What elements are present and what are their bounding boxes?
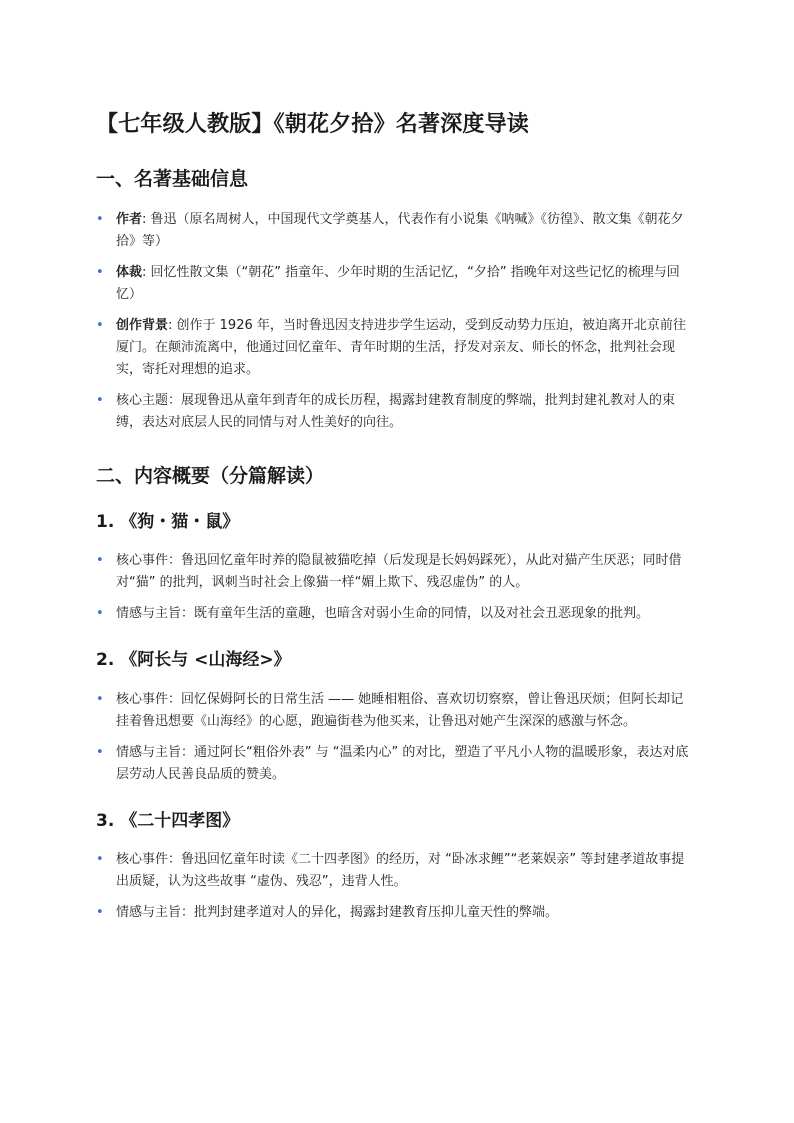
bullet-icon: • <box>96 393 104 409</box>
section-heading-basic-info: 一、名著基础信息 <box>96 168 249 191</box>
article-list <box>96 550 696 625</box>
document-title: 【七年级人教版】《朝花夕拾》名著深度导读 <box>96 112 530 137</box>
item-label: 体裁 <box>116 265 143 281</box>
item-separator: : <box>142 212 151 228</box>
list-item <box>96 902 696 924</box>
article-heading: 1. 《狗・猫・鼠》 <box>96 511 240 532</box>
bullet-icon: • <box>96 606 104 622</box>
list-item <box>96 315 696 381</box>
list-item <box>96 689 696 733</box>
document-page <box>96 112 696 933</box>
list-item <box>96 550 696 594</box>
list-item <box>96 742 696 786</box>
item-text: 情感与主旨：既有童年生活的童趣，也暗含对弱小生命的同情，以及对社会丑恶现象的批判。 <box>116 606 650 622</box>
item-text: 核心主题：展现鲁迅从童年到青年的成长历程，揭露封建教育制度的弊端，批判封建礼教对人的束缚，表达对底层人民的同情与对人性美好的向往。 <box>116 393 676 431</box>
item-label: 作者 <box>116 212 143 228</box>
list-item <box>96 262 696 306</box>
bullet-icon: • <box>96 553 104 569</box>
item-label: 创作背景 <box>116 318 169 334</box>
item-text: 情感与主旨：批判封建孝道对人的异化，揭露封建教育压抑儿童天性的弊端。 <box>116 905 559 921</box>
item-text: 核心事件：鲁迅回忆童年时读《二十四孝图》的经历，对 “卧冰求鲤”“老莱娱亲” 等封建孝道故事提出质疑，认为这些故事 “虚伪、残忍”，违背人性。 <box>116 852 685 890</box>
bullet-icon: • <box>96 905 104 921</box>
item-text: 情感与主旨：通过阿长“粗俗外表” 与 “温柔内心” 的对比，塑造了平凡小人物的温暖形象，表达对底层劳动人民善良品质的赞美。 <box>116 744 689 782</box>
item-text: 核心事件：鲁迅回忆童年时养的隐鼠被猫吃掉（后发现是长妈妈踩死），从此对猫产生厌恶；同时借对“猫” 的批判，讽刺当时社会上像猫一样“媚上欺下、残忍虚伪” 的人。 <box>116 553 682 591</box>
basic-info-list <box>96 209 696 434</box>
list-item <box>96 849 696 893</box>
item-text: 创作于 1926 年，当时鲁迅因支持进步学生运动，受到反动势力压迫，被迫离开北京前往厦门。在颠沛流离中，他通过回忆童年、青年时期的生活，抒发对亲友、师长的怀念，批判社会现实，寄托对理想的追求。 <box>116 318 686 378</box>
list-item <box>96 390 696 434</box>
bullet-icon: • <box>96 318 104 334</box>
item-text: 回忆性散文集（“朝花” 指童年、少年时期的生活记忆，“夕拾” 指晚年对这些记忆的梳理与回忆） <box>116 265 680 303</box>
bullet-icon: • <box>96 852 104 868</box>
item-text: 核心事件：回忆保姆阿长的日常生活 —— 她睡相粗俗、喜欢切切察察，曾让鲁迅厌烦；但阿长却记挂着鲁迅想要《山海经》的心愿，跑遍街巷为他买来，让鲁迅对她产生深深的感激与怀念。 <box>116 691 684 729</box>
article-heading: 3. 《二十四孝图》 <box>96 810 240 831</box>
bullet-icon: • <box>96 265 104 281</box>
list-item <box>96 209 696 253</box>
item-separator: : <box>142 265 151 281</box>
article-heading: 2. 《阿长与 <山海经>》 <box>96 650 291 671</box>
bullet-icon: • <box>96 212 104 228</box>
article-list <box>96 689 696 786</box>
article-list <box>96 849 696 924</box>
list-item <box>96 603 696 625</box>
bullet-icon: • <box>96 691 104 707</box>
section-heading-content-summary: 二、内容概要（分篇解读） <box>96 465 325 488</box>
bullet-icon: • <box>96 744 104 760</box>
item-text: 鲁迅（原名周树人，中国现代文学奠基人，代表作有小说集《呐喊》《彷徨》、散文集《朝花夕拾》等） <box>116 212 684 250</box>
item-separator: : <box>168 318 177 334</box>
